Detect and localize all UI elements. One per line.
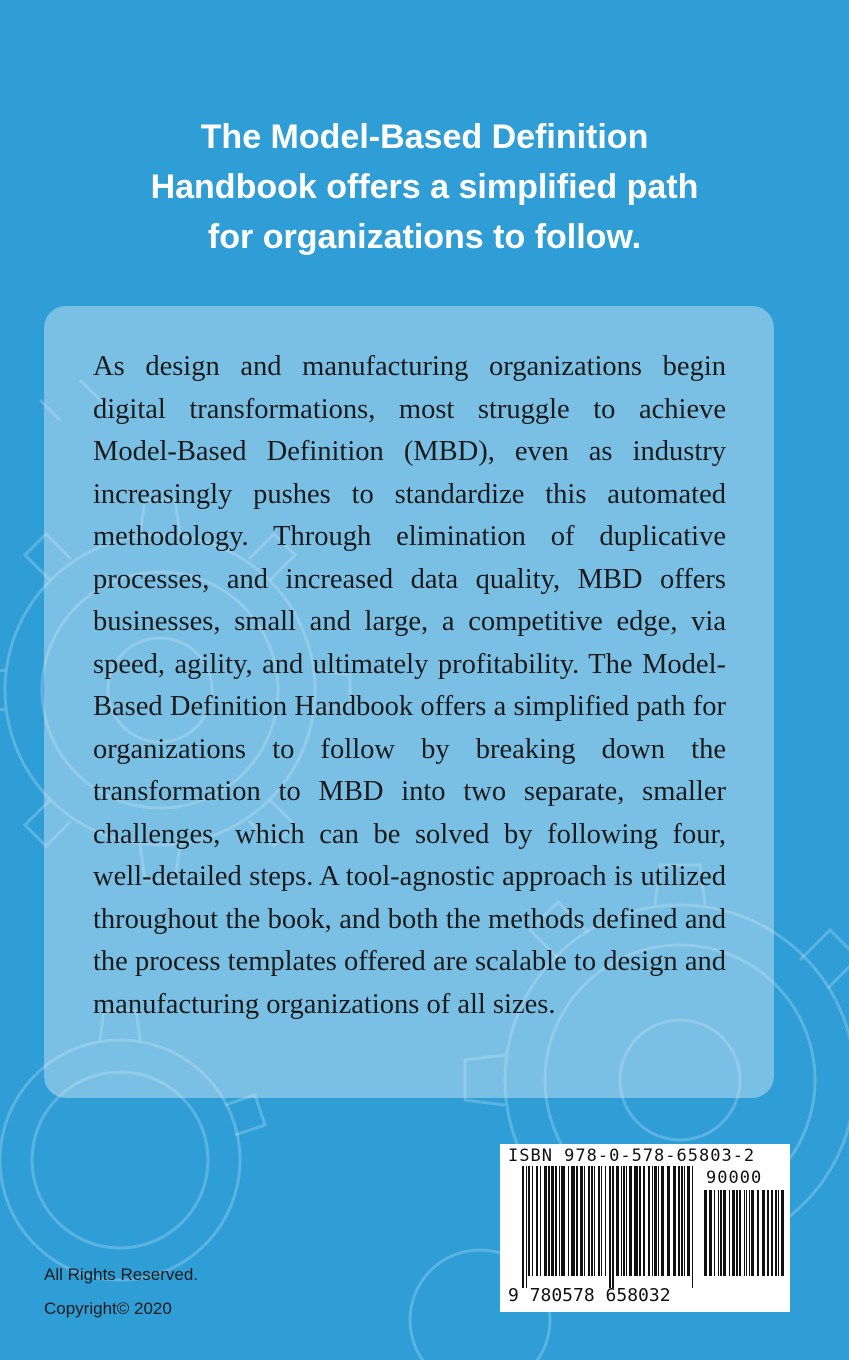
barcode-bar xyxy=(746,1190,747,1276)
barcode-bar xyxy=(561,1166,565,1276)
barcode-bar xyxy=(626,1166,627,1276)
copyright-text: Copyright© 2020 xyxy=(44,1299,172,1318)
barcode-bar xyxy=(591,1166,593,1276)
isbn-number: ISBN 978-0-578-65803-2 xyxy=(508,1146,756,1166)
barcode-bar xyxy=(548,1166,550,1276)
rights-reserved-text: All Rights Reserved. xyxy=(44,1265,199,1284)
addon-barcode-bars xyxy=(704,1190,784,1288)
barcode-bar xyxy=(652,1166,653,1276)
ean-digits: 9 780578 658032 xyxy=(508,1285,671,1306)
barcode-bar xyxy=(580,1166,583,1276)
barcode-bar xyxy=(598,1166,600,1276)
barcode-bar xyxy=(714,1190,715,1276)
barcode-bar xyxy=(661,1166,664,1276)
barcode-bar xyxy=(762,1190,765,1276)
headline-line: The Model-Based Definition xyxy=(200,118,649,156)
barcode-bar xyxy=(571,1166,575,1276)
barcode-bar xyxy=(667,1166,670,1276)
barcode-bar xyxy=(522,1166,524,1288)
barcode-bar xyxy=(634,1166,638,1276)
barcode-bar xyxy=(551,1166,554,1276)
barcode-bar xyxy=(616,1166,619,1276)
barcode-bar xyxy=(658,1166,659,1276)
barcode-bar xyxy=(623,1166,625,1276)
description-panel xyxy=(44,306,774,1098)
cover-headline xyxy=(60,112,789,262)
copyright-notice xyxy=(44,1258,198,1326)
price-code: 90000 xyxy=(706,1168,763,1188)
barcode-bar xyxy=(555,1166,557,1276)
barcode-bar xyxy=(718,1190,719,1276)
barcode-bar xyxy=(629,1166,632,1276)
ean-barcode-bars xyxy=(522,1166,698,1288)
barcode-bar xyxy=(605,1166,606,1276)
barcode-bar xyxy=(692,1166,693,1288)
barcode-bar xyxy=(684,1166,685,1276)
barcode-bar xyxy=(588,1166,590,1276)
barcode-bar xyxy=(781,1190,784,1276)
barcode-bar xyxy=(609,1166,611,1288)
barcode-bar xyxy=(744,1190,745,1276)
barcode-bar xyxy=(654,1166,657,1276)
book-description: As design and manufacturing organizations begin digital transformations, most struggle to achieve Model-Based Definition (MBD), even as industry increasingly pushes to standardize this automated methodology. Through elimination of duplicative processes, and increased data quality, MBD offers businesses, small and large, a competitive edge, via speed, agility, and ultimately profitability. The Model-Based Definition Handbook offers a simplified path for organizations to follow by breaking down the transformation to MBD into two separate, smaller challenges, which can be solved by following four, well-detailed steps. A tool-agnostic approach is utilized throughout the book, and both the methods defined and the process templates offered are scalable to design and manufacturing organizations of all sizes. xyxy=(93,351,726,1020)
barcode-bar xyxy=(778,1190,779,1276)
barcode-bar xyxy=(767,1190,769,1276)
barcode-bar xyxy=(559,1166,560,1276)
barcode-bar xyxy=(540,1166,541,1276)
barcode-bar xyxy=(723,1190,726,1276)
barcode-bar xyxy=(639,1166,641,1276)
barcode-bar xyxy=(643,1166,645,1276)
barcode-bar xyxy=(584,1166,585,1276)
barcode-bar xyxy=(709,1190,712,1276)
barcode-bar xyxy=(526,1166,527,1288)
barcode-bar xyxy=(771,1190,773,1276)
barcode-bar xyxy=(775,1190,777,1276)
barcode-bar xyxy=(749,1190,750,1276)
barcode-bar xyxy=(648,1166,650,1276)
barcode-bar xyxy=(720,1190,722,1276)
headline-line: Handbook offers a simplified path xyxy=(150,168,699,206)
barcode-bar xyxy=(528,1166,530,1276)
barcode-bar xyxy=(576,1166,578,1276)
isbn-barcode xyxy=(500,1144,790,1312)
barcode-bar xyxy=(678,1166,680,1276)
barcode-bar xyxy=(739,1190,741,1276)
barcode-bar xyxy=(736,1190,738,1276)
barcode-bar xyxy=(751,1190,754,1276)
barcode-bar xyxy=(621,1166,622,1276)
barcode-bar xyxy=(687,1166,690,1276)
barcode-bar xyxy=(536,1166,538,1276)
barcode-bar xyxy=(757,1190,759,1276)
headline-line: for organizations to follow. xyxy=(207,218,642,256)
barcode-bar xyxy=(729,1190,730,1276)
barcode-bar xyxy=(532,1166,533,1276)
barcode-bar xyxy=(704,1190,707,1276)
barcode-bar xyxy=(568,1166,569,1276)
barcode-bar xyxy=(673,1166,676,1276)
barcode-bar xyxy=(612,1166,614,1288)
barcode-bar xyxy=(732,1190,735,1276)
barcode-bar xyxy=(594,1166,595,1276)
barcode-bar xyxy=(544,1166,547,1276)
barcode-bar xyxy=(601,1166,602,1276)
barcode-bar xyxy=(681,1166,683,1276)
